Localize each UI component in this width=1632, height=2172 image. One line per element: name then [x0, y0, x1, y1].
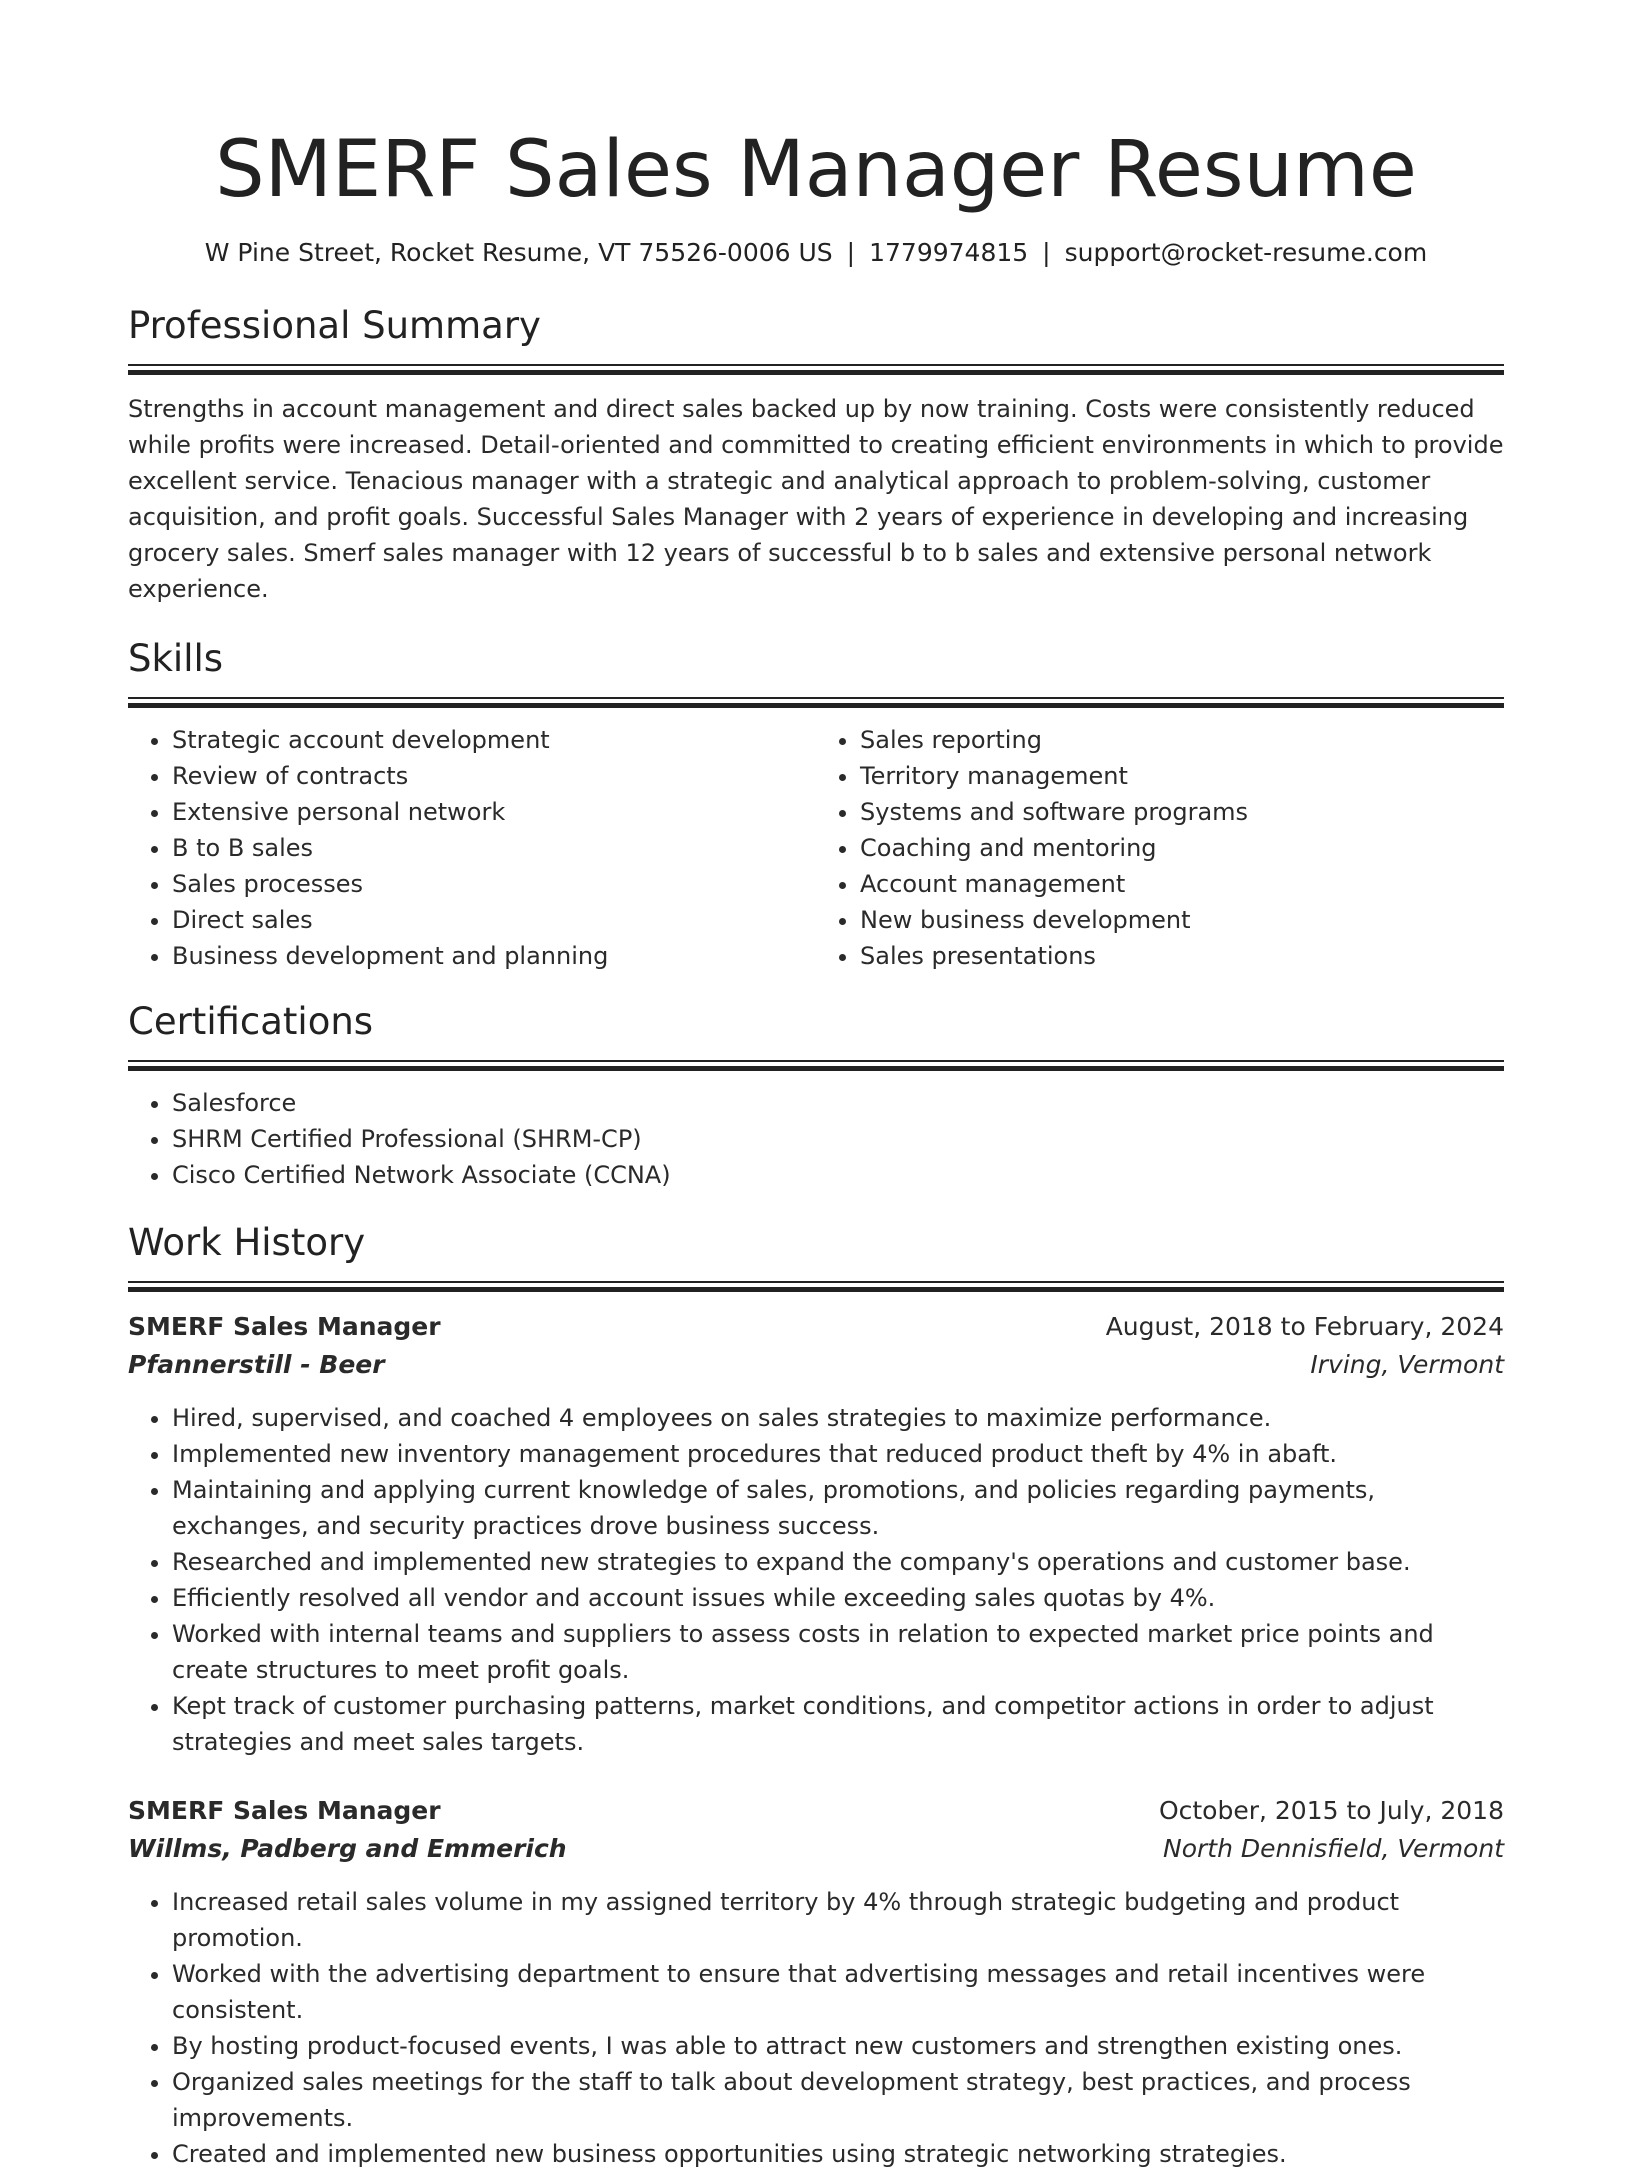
certifications-list [128, 1085, 1504, 1193]
section-divider [128, 697, 1504, 708]
job-bullet-list [128, 1884, 1504, 2172]
job-company: Willms, Padberg and Emmerich [128, 1834, 567, 1863]
certifications-section [128, 998, 1504, 1193]
skill-item: • B to B sales [172, 830, 816, 866]
job-bullet: • Created and implemented new business opportunities using strategic networking strategies. [172, 2136, 1504, 2172]
certification-item: • Salesforce [172, 1085, 1504, 1121]
job-bullet: • Increased retail sales volume in my assigned territory by 4% through strategic budgeting and product promotion. [172, 1884, 1504, 1956]
job-bullet: • Hired, supervised, and coached 4 employees on sales strategies to maximize performance. [172, 1400, 1504, 1436]
job-bullet-list [128, 1400, 1504, 1760]
work-history-section [128, 1219, 1504, 2172]
summary-section [128, 302, 1504, 607]
skill-item: • Sales presentations [860, 938, 1504, 974]
skill-item: • Direct sales [172, 902, 816, 938]
job-bullet: • Researched and implemented new strategies to expand the company's operations and customer base. [172, 1544, 1504, 1580]
contact-phone: 1779974815 [869, 238, 1029, 267]
job-header [128, 1792, 1504, 1830]
job-title: SMERF Sales Manager [128, 1796, 441, 1825]
job-bullet: • Worked with the advertising department to ensure that advertising messages and retail incentives were consistent. [172, 1956, 1504, 2028]
skills-left-column [128, 722, 816, 974]
certification-item: • SHRM Certified Professional (SHRM-CP) [172, 1121, 1504, 1157]
job-bullet: • Worked with internal teams and suppliers to assess costs in relation to expected market price points and create structures to meet profit goals. [172, 1616, 1504, 1688]
job-bullet: • Kept track of customer purchasing patterns, market conditions, and competitor actions in order to adjust strategies and meet sales targets. [172, 1688, 1504, 1760]
job-header [128, 1308, 1504, 1346]
job-bullet: • Implemented new inventory management procedures that reduced product theft by 4% in abaft. [172, 1436, 1504, 1472]
job-company: Pfannerstill - Beer [128, 1350, 385, 1379]
skills-heading: Skills [128, 637, 224, 680]
contact-email: support@rocket-resume.com [1064, 238, 1428, 267]
contact-separator: | [1042, 238, 1051, 267]
job-dates: October, 2015 to July, 2018 [1158, 1796, 1504, 1825]
job-subheader [128, 1830, 1504, 1868]
skills-section [128, 635, 1504, 974]
skill-item: • New business development [860, 902, 1504, 938]
certification-item: • Cisco Certified Network Associate (CCNA) [172, 1157, 1504, 1193]
skills-right-list [816, 722, 1504, 974]
job-bullet: • Maintaining and applying current knowledge of sales, promotions, and policies regarding payments, exchanges, and security practices drove business success. [172, 1472, 1504, 1544]
contact-separator: | [846, 238, 856, 267]
summary-text: Strengths in account management and direct sales backed up by now training. Costs were consistently reduced while profits were increased. Detail-oriented and committed to creating efficient environments in which to provide excellent service. Tenacious manager with a strategic and analytical approach to problem-solving, customer acquisition, and profit goals. Successful Sales Manager with 2 years of experience in developing and increasing grocery sales. Smerf sales manager with 12 years of successful b to b sales and extensive personal network experience. [128, 395, 1504, 603]
job-bullet: • By hosting product-focused events, I was able to attract new customers and strengthen existing ones. [172, 2028, 1504, 2064]
section-divider [128, 364, 1504, 375]
contact-address: W Pine Street, Rocket Resume, VT 75526-0006 US [204, 238, 833, 267]
job-location: Irving, Vermont [1310, 1350, 1504, 1379]
summary-heading: Professional Summary [128, 304, 541, 347]
work-history-heading: Work History [128, 1221, 366, 1264]
skills-left-list [128, 722, 816, 974]
skills-right-column [816, 722, 1504, 974]
section-divider [128, 1281, 1504, 1292]
skill-item: • Systems and software programs [860, 794, 1504, 830]
job-location: North Dennisfield, Vermont [1163, 1834, 1504, 1863]
skill-item: • Sales processes [172, 866, 816, 902]
job-entry [128, 1792, 1504, 2172]
job-entry [128, 1308, 1504, 1760]
job-dates: August, 2018 to February, 2024 [1105, 1312, 1504, 1341]
skill-item: • Business development and planning [172, 938, 816, 974]
skill-item: • Territory management [860, 758, 1504, 794]
certifications-heading: Certifications [128, 1000, 374, 1043]
section-divider [128, 1060, 1504, 1071]
skill-item: • Coaching and mentoring [860, 830, 1504, 866]
job-title: SMERF Sales Manager [128, 1312, 441, 1341]
skill-item: • Review of contracts [172, 758, 816, 794]
job-subheader [128, 1346, 1504, 1384]
contact-line [128, 236, 1504, 270]
skill-item: • Extensive personal network [172, 794, 816, 830]
skills-columns [128, 722, 1504, 974]
skill-item: • Sales reporting [860, 722, 1504, 758]
job-bullet: • Organized sales meetings for the staff to talk about development strategy, best practices, and process improvements. [172, 2064, 1504, 2136]
job-bullet: • Efficiently resolved all vendor and account issues while exceeding sales quotas by 4%. [172, 1580, 1504, 1616]
skill-item: • Account management [860, 866, 1504, 902]
skill-item: • Strategic account development [172, 722, 816, 758]
resume-title: SMERF Sales Manager Resume [215, 125, 1417, 215]
